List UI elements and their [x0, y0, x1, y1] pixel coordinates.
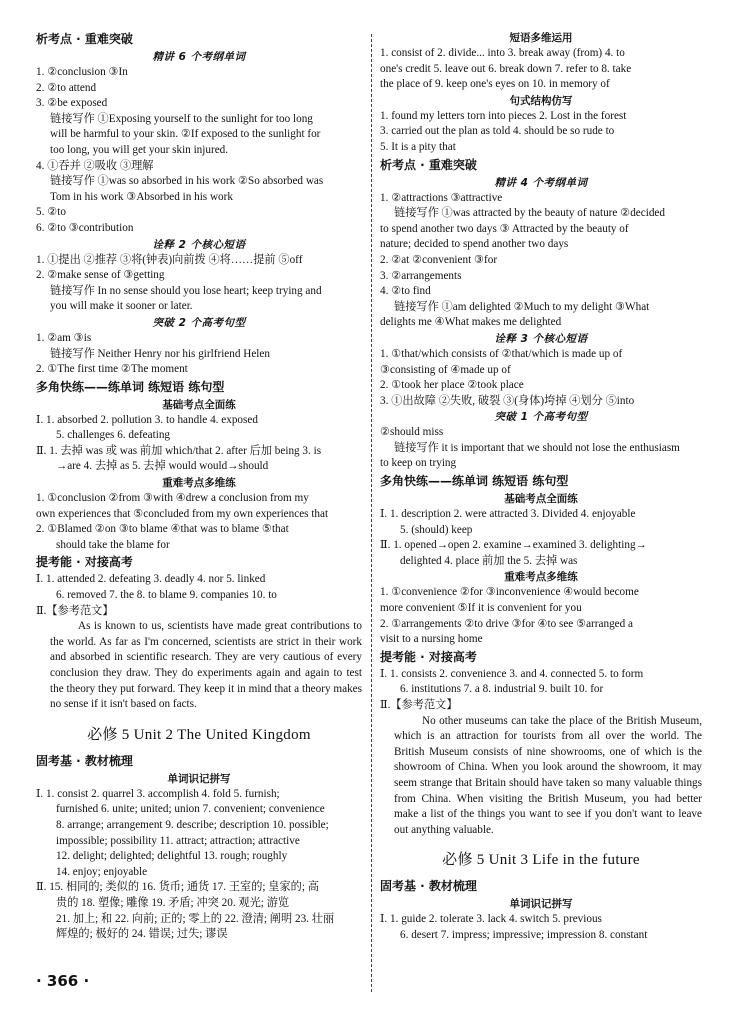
- answer-line: 5. ②to: [36, 206, 66, 219]
- subheading: 单词识记拼写: [167, 772, 231, 785]
- answer-line: Ⅱ. 1. 去掉 was 或 was 前加 which/that 2. after 后加 being 3. is: [36, 444, 322, 457]
- answer-line: 链接写作 ①was so absorbed in his work ②So absorbed was: [50, 175, 324, 188]
- unit-title: 必修 5 Unit 3 Life in the future: [442, 852, 640, 869]
- answer-line: 3. ②arrangements: [380, 269, 462, 282]
- answer-line: 2. ①Blamed ②on ③to blame ④that was to blame ⑤that: [36, 523, 289, 536]
- answer-line: 5. (should) keep: [400, 523, 473, 536]
- answer-line: 辉煌的; 极好的 24. 错误; 过失; 谬误: [56, 928, 228, 941]
- answer-line: 贵的 18. 塑像; 雕像 19. 矛盾; 冲突 20. 观光; 游览: [56, 896, 290, 909]
- answer-line: Ⅰ. 1. consists 2. convenience 3. and 4. connected 5. to form: [380, 667, 644, 680]
- answer-line: 6. removed 7. the 8. to blame 9. companies 10. to: [56, 589, 277, 602]
- answer-line: delights me ④What makes me delighted: [380, 316, 562, 329]
- answer-line: 2. ①The first time ②The moment: [36, 363, 188, 376]
- answer-line: 5. challenges 6. defeating: [56, 429, 171, 442]
- answer-line: 12. delight; delighted; delightful 13. rough; roughly: [56, 850, 288, 863]
- answer-line: 3. ①出故障 ②失败, 破裂 ③(身体)垮掉 ④划分 ⑤into: [380, 394, 635, 407]
- answer-line: one's credit 5. leave out 6. break down 7. refer to 8. take: [380, 62, 632, 75]
- subheading: 句式结构仿写: [509, 94, 573, 107]
- answer-line: Ⅱ.【参考范文】: [36, 604, 114, 617]
- answer-line: 链接写作 ①am delighted ②Much to my delight ③What: [394, 300, 650, 313]
- subheading: 诠释 2 个核心短语: [152, 238, 246, 251]
- section-heading: 析考点 · 重难突破: [36, 32, 133, 46]
- answer-line: Ⅱ. 1. opened→open 2. examine→examined 3. delighting→: [380, 539, 647, 552]
- answer-line: 2. ①took her place ②took place: [380, 379, 524, 392]
- model-essay: No other museums can take the place of the British Museum, which is an attraction for tourists from all over the world. The British Museum consists of nine showrooms, one of which is the showroom of China. When you look around the showroom, it may seem strange that Britain should have taken so many valuable things from China. When visiting the British Museum, you had better make a list of the things you want to see if you don't want to leave out anything valuable.: [394, 714, 702, 836]
- model-essay: As is known to us, scientists have made great contributions to the world. As far as I'm concerned, scientists are strict in their work and absorbed in scientific research. They are very cautious of every conclusion they draw. They do experiments again and again to test the theory they put forward. They keep it in mind that a theory makes no sense if it isn't based on facts.: [50, 620, 362, 711]
- answer-line: 2. ②at ②convenient ③for: [380, 253, 498, 266]
- answer-line: 21. 加上; 和 22. 向前; 正的; 零上的 22. 澄清; 阐明 23. 壮丽: [56, 912, 335, 925]
- subheading: 单词识记拼写: [509, 898, 573, 911]
- subheading: 诠释 3 个核心短语: [494, 332, 588, 345]
- left-column: [36, 30, 362, 943]
- answer-line: 6. desert 7. impress; impressive; impression 8. constant: [400, 928, 648, 941]
- subheading: 基础考点全面练: [162, 398, 236, 411]
- answer-line: Ⅱ.【参考范文】: [380, 699, 458, 711]
- subheading: 短语多维运用: [509, 32, 573, 44]
- answer-line: ③consisting of ④made up of: [380, 363, 511, 376]
- subheading: 基础考点全面练: [504, 493, 578, 506]
- answer-line: Ⅰ. 1. absorbed 2. pollution 3. to handle 4. exposed: [36, 413, 258, 426]
- answer-line: 1. consist of 2. divide... into 3. break away (from) 4. to: [380, 47, 625, 59]
- answer-line: 2. ①arrangements ②to drive ③for ④to see ⑤arranged a: [380, 617, 633, 630]
- answer-line: to keep on trying: [380, 457, 457, 470]
- answer-line: 6. ②to ③contribution: [36, 221, 134, 234]
- answer-line: 3. ②be exposed: [36, 97, 108, 110]
- answer-line: delighted 4. place 前加 the 5. 去掉 was: [400, 554, 578, 567]
- answer-line: should take the blame for: [56, 538, 170, 551]
- answer-line: 1. ①conclusion ②from ③with ④drew a conclusion from my: [36, 492, 309, 505]
- answer-line: Ⅰ. 1. consist 2. quarrel 3. accomplish 4. fold 5. furnish;: [36, 787, 280, 800]
- answer-line: to spend another two days ③ Attracted by the beauty of: [380, 222, 629, 235]
- answer-line: impossible; possibility 11. attract; attraction; attractive: [56, 834, 300, 847]
- subheading: 突破 1 个高考句型: [494, 411, 588, 424]
- answer-line: 链接写作 it is important that we should not lose the enthusiasm: [394, 441, 680, 454]
- answer-line: nature; decided to spend another two days: [380, 238, 569, 251]
- subheading: 突破 2 个高考句型: [152, 316, 246, 329]
- answer-line: 6. institutions 7. a 8. industrial 9. built 10. for: [400, 683, 604, 696]
- section-heading: 提考能 · 对接高考: [380, 649, 477, 664]
- answer-line: own experiences that ⑤concluded from my own experiences that: [36, 507, 329, 520]
- answer-line: Ⅰ. 1. attended 2. defeating 3. deadly 4. nor 5. linked: [36, 573, 266, 586]
- answer-line: Ⅰ. 1. description 2. were attracted 3. Divided 4. enjoyable: [380, 508, 636, 521]
- answer-line: 链接写作 ①Exposing yourself to the sunlight for too long: [50, 112, 313, 125]
- section-heading: 固考基 · 教材梳理: [380, 879, 477, 894]
- answer-line: →are 4. 去掉 as 5. 去掉 would would→should: [56, 460, 269, 473]
- answer-line: Ⅰ. 1. guide 2. tolerate 3. lack 4. switch 5. previous: [380, 913, 602, 926]
- answer-line: you will make it sooner or later.: [50, 300, 193, 313]
- answer-line: 2. ②make sense of ③getting: [36, 269, 165, 282]
- answer-line: 4. ①吞并 ②吸收 ③理解: [36, 159, 154, 172]
- answer-line: 1. ②am ③is: [36, 331, 92, 344]
- answer-line: will be harmful to your skin. ②If exposed to the sunlight for: [50, 128, 321, 141]
- answer-line: 8. arrange; arrangement 9. describe; description 10. possible;: [56, 818, 329, 831]
- answer-line: 4. ②to find: [380, 285, 431, 298]
- answer-line: 1. found my letters torn into pieces 2. Lost in the forest: [380, 109, 627, 122]
- column-divider: [371, 34, 372, 992]
- page-number: · 366 ·: [36, 972, 90, 990]
- answer-line: Tom in his work ③Absorbed in his work: [50, 190, 233, 203]
- answer-line: 5. It is a pity that: [380, 140, 456, 153]
- section-heading: 多角快练——练单词 练短语 练句型: [36, 379, 225, 394]
- subheading: 重难考点多维练: [504, 571, 578, 584]
- subheading: 精讲 4 个考纲单词: [494, 176, 588, 189]
- answer-line: the place of 9. keep one's eyes on 10. in memory of: [380, 78, 610, 91]
- answer-line: 14. enjoy; enjoyable: [56, 865, 148, 878]
- answer-line: furnished 6. unite; united; union 7. convenient; convenience: [56, 803, 325, 816]
- right-column: [380, 30, 702, 944]
- answer-line: 1. ②conclusion ③In: [36, 66, 128, 78]
- answer-line: 链接写作 ①was attracted by the beauty of nature ②decided: [394, 207, 665, 220]
- answer-line: more convenient ⑤If it is convenient for you: [380, 602, 582, 615]
- section-heading: 提考能 · 对接高考: [36, 555, 133, 570]
- answer-line: 1. ①that/which consists of ②that/which is made up of: [380, 347, 623, 360]
- answer-line: Ⅱ. 15. 相同的; 类似的 16. 货币; 通货 17. 王室的; 皇家的; 高: [36, 881, 319, 894]
- unit-title: 必修 5 Unit 2 The United Kingdom: [87, 726, 311, 743]
- answer-line: 2. ②to attend: [36, 81, 97, 94]
- answer-line: 链接写作 In no sense should you lose heart; keep trying and: [50, 284, 322, 297]
- section-heading: 固考基 · 教材梳理: [36, 753, 133, 768]
- section-heading: 多角快练——练单词 练短语 练句型: [380, 474, 569, 489]
- answer-line: 1. ①convenience ②for ③inconvenience ④would become: [380, 586, 639, 599]
- answer-line: 1. ①提出 ②推荐 ③将(钟表)向前拨 ④将……提前 ⑤off: [36, 253, 303, 266]
- answer-line: 3. carried out the plan as told 4. should be so rude to: [380, 125, 615, 138]
- answer-line: ②should miss: [380, 426, 444, 439]
- subheading: 精讲 6 个考纲单词: [152, 51, 246, 63]
- subheading: 重难考点多维练: [162, 477, 236, 490]
- section-heading: 析考点 · 重难突破: [380, 157, 477, 172]
- answer-line: too long, you will get your skin injured.: [50, 143, 229, 156]
- answer-line: visit to a nursing home: [380, 633, 483, 646]
- answer-line: 链接写作 Neither Henry nor his girlfriend Helen: [50, 347, 270, 360]
- answer-line: 1. ②attractions ③attractive: [380, 191, 503, 204]
